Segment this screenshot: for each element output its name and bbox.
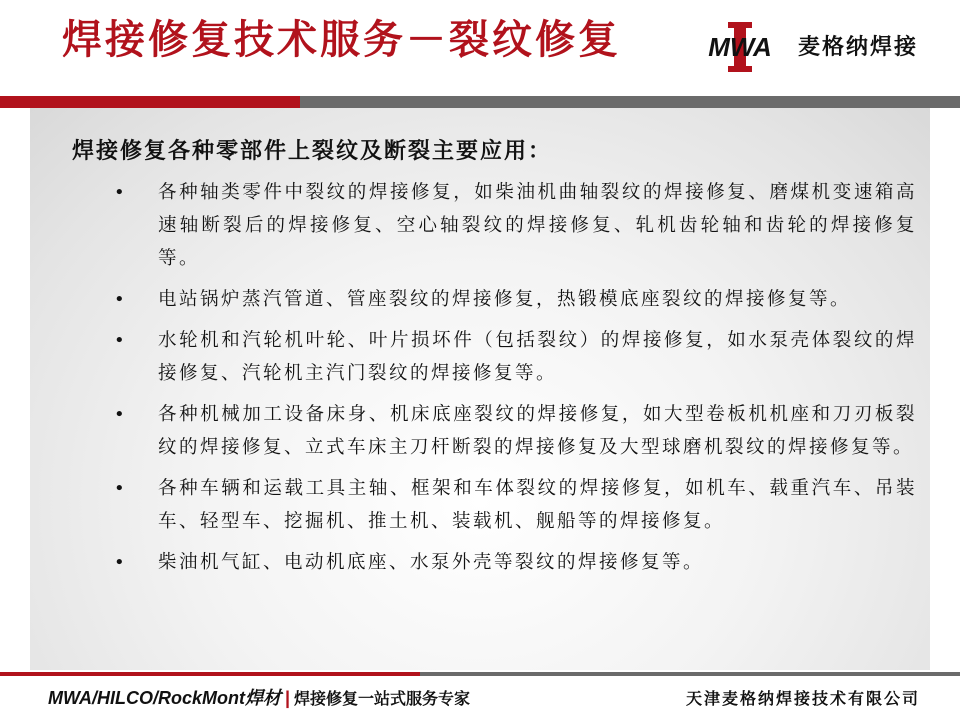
list-item-text: 水轮机和汽轮机叶轮、叶片损坏件（包括裂纹）的焊接修复，如水泵壳体裂纹的焊接修复、汽轮机主汽门裂纹的焊接修复等。: [158, 330, 917, 384]
bullet-icon: •: [114, 404, 128, 425]
list-item: [112, 283, 917, 316]
section-heading: 焊接修复各种零部件上裂纹及断裂主要应用：: [72, 138, 553, 164]
header-divider-red: [0, 96, 300, 108]
list-item: [112, 546, 917, 579]
bullet-icon: •: [114, 289, 128, 310]
page-title: 焊接修复技术服务－裂纹修复: [62, 16, 621, 63]
list-item: [112, 398, 917, 464]
list-item: [112, 324, 917, 390]
logo-company-name: 麦格纳焊接: [798, 34, 919, 60]
footer-company-name: 天津麦格纳焊接技术有限公司: [685, 689, 920, 708]
list-item: [112, 176, 917, 275]
bullet-icon: •: [114, 182, 128, 203]
logo-mark-text: MWA: [708, 32, 772, 62]
bullet-icon: •: [114, 478, 128, 499]
bullet-icon: •: [114, 552, 128, 573]
bullet-icon: •: [114, 330, 128, 351]
footer-brands: MWA/HILCO/RockMont焊材: [48, 688, 281, 708]
list-item: [112, 472, 917, 538]
list-item-text: 各种车辆和运载工具主轴、框架和车体裂纹的焊接修复，如机车、载重汽车、吊装车、轻型车、挖掘机、推土机、装载机、舰船等的焊接修复。: [158, 478, 917, 532]
footer-tagline: [48, 684, 470, 710]
list-item-text: 各种机械加工设备床身、机床底座裂纹的焊接修复，如大型卷板机机座和刀刃板裂纹的焊接修复、立式车床主刀杆断裂的焊接修复及大型球磨机裂纹的焊接修复等。: [158, 404, 917, 458]
company-logo: [690, 8, 950, 80]
footer-divider-gray: [420, 672, 960, 676]
footer-divider-red: [0, 672, 420, 676]
list-item-text: 柴油机气缸、电动机底座、水泵外壳等裂纹的焊接修复等。: [158, 552, 705, 573]
list-item-text: 各种轴类零件中裂纹的焊接修复，如柴油机曲轴裂纹的焊接修复、磨煤机变速箱高速轴断裂后的焊接修复、空心轴裂纹的焊接修复、轧机齿轮轴和齿轮的焊接修复等。: [158, 182, 917, 269]
mwa-logo-icon: [690, 22, 790, 72]
footer-separator: |: [284, 688, 291, 708]
list-item-text: 电站锅炉蒸汽管道、管座裂纹的焊接修复，热锻模底座裂纹的焊接修复等。: [158, 289, 852, 310]
application-list: [112, 176, 917, 587]
footer-slogan: 焊接修复一站式服务专家: [294, 689, 471, 708]
